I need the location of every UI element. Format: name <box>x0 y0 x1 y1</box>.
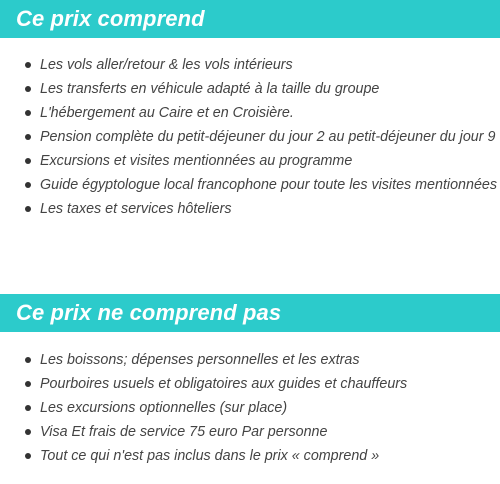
bullet-icon <box>25 134 31 140</box>
includes-item-text: Pension complète du petit-déjeuner du jour 2 au petit-déjeuner du jour 9 <box>40 129 496 145</box>
bullet-icon <box>25 158 31 164</box>
includes-list <box>0 53 500 221</box>
excludes-item-text: Visa Et frais de service 75 euro Par personne <box>40 424 328 440</box>
excludes-item-text: Tout ce qui n'est pas inclus dans le prix « comprend » <box>40 448 380 464</box>
bullet-icon <box>25 110 31 116</box>
bullet-icon <box>25 86 31 92</box>
includes-item-text: L'hébergement au Caire et en Croisière. <box>40 105 294 121</box>
excludes-list-item <box>0 420 500 444</box>
includes-title: Ce prix comprend <box>16 6 205 31</box>
includes-list-item <box>0 149 500 173</box>
includes-list-item <box>0 125 500 149</box>
excludes-list-item <box>0 444 500 468</box>
includes-header-banner <box>0 0 500 38</box>
excludes-list-item <box>0 372 500 396</box>
includes-list-item <box>0 77 500 101</box>
excludes-title: Ce prix ne comprend pas <box>16 300 282 325</box>
excludes-item-text: Pourboires usuels et obligatoires aux guides et chauffeurs <box>40 376 408 392</box>
excludes-section <box>0 294 500 464</box>
bullet-icon <box>25 453 31 459</box>
includes-item-text: Excursions et visites mentionnées au programme <box>40 153 353 169</box>
excludes-list-item <box>0 396 500 420</box>
excludes-item-text: Les excursions optionnelles (sur place) <box>40 400 288 416</box>
includes-section <box>0 0 500 217</box>
excludes-header-banner <box>0 294 500 332</box>
includes-item-text: Les transferts en véhicule adapté à la taille du groupe <box>40 81 380 97</box>
excludes-list <box>0 348 500 468</box>
includes-item-text: Guide égyptologue local francophone pour toute les visites mentionnées <box>40 177 498 193</box>
bullet-icon <box>25 381 31 387</box>
bullet-icon <box>25 206 31 212</box>
bullet-icon <box>25 357 31 363</box>
bullet-icon <box>25 182 31 188</box>
includes-list-item <box>0 101 500 125</box>
bullet-icon <box>25 405 31 411</box>
includes-item-text: Les taxes et services hôteliers <box>40 201 232 217</box>
includes-list-item <box>0 53 500 77</box>
excludes-item-text: Les boissons; dépenses personnelles et les extras <box>40 352 360 368</box>
bullet-icon <box>25 429 31 435</box>
includes-list-item <box>0 197 500 221</box>
excludes-list-item <box>0 348 500 372</box>
bullet-icon <box>25 62 31 68</box>
includes-item-text: Les vols aller/retour & les vols intérieurs <box>40 57 293 73</box>
includes-list-item <box>0 173 500 197</box>
